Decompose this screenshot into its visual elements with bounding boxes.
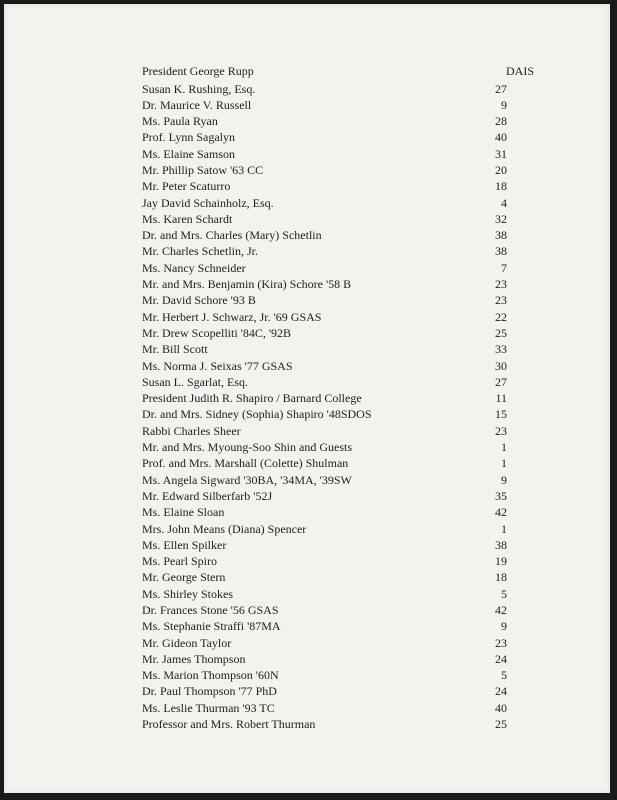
guest-name: Ms. Elaine Sloan [142, 505, 225, 520]
guest-name: Jay David Schainholz, Esq. [142, 195, 274, 210]
guest-name: Dr. Maurice V. Russell [142, 97, 252, 112]
guest-row [142, 227, 534, 243]
table-number: 42 [495, 505, 507, 520]
guest-row [142, 667, 534, 683]
table-number: 25 [495, 717, 507, 732]
guest-name: Mr. Bill Scott [142, 342, 208, 357]
guest-name: Mrs. John Means (Diana) Spencer [142, 521, 307, 536]
guest-row [142, 406, 534, 422]
guest-row [142, 472, 534, 488]
table-number: 32 [495, 211, 507, 226]
guest-row [142, 81, 534, 97]
guest-row [142, 423, 534, 439]
guest-name: Dr. Frances Stone '56 GSAS [142, 603, 279, 617]
guest-row [142, 683, 534, 699]
header-row [142, 64, 534, 80]
table-number: 33 [495, 342, 507, 357]
guest-row [142, 553, 534, 569]
guest-row [142, 537, 534, 553]
guest-name: Mr. Peter Scaturro [142, 179, 231, 194]
dais-label: DAIS [505, 64, 534, 78]
guest-row [142, 341, 534, 357]
guest-name: Rabbi Charles Sheer [142, 423, 241, 438]
table-number: 27 [495, 81, 507, 96]
guest-name: Ms. Stephanie Straffi '87MA [142, 619, 281, 634]
table-number: 9 [501, 472, 507, 487]
guest-row [142, 439, 534, 455]
guest-name: Ms. Norma J. Seixas '77 GSAS [142, 358, 293, 373]
table-number: 20 [495, 162, 507, 177]
guest-row [142, 162, 534, 178]
guest-row [142, 260, 534, 276]
table-number: 22 [495, 309, 507, 324]
guest-row [142, 374, 534, 390]
table-number: 5 [501, 586, 507, 601]
table-number: 24 [495, 651, 507, 666]
table-number: 40 [495, 130, 507, 145]
guest-name: Ms. Karen Schardt [142, 211, 233, 226]
table-number: 1 [501, 440, 507, 455]
table-number: 25 [495, 325, 507, 340]
guest-row [142, 716, 534, 732]
guest-name: Dr. and Mrs. Sidney (Sophia) Shapiro '48SDOS [142, 407, 372, 422]
table-number: 30 [495, 358, 507, 373]
guest-row [142, 309, 534, 325]
table-number: 38 [495, 244, 507, 259]
guest-name: Dr. and Mrs. Charles (Mary) Schetlin [142, 228, 322, 243]
guest-row [142, 276, 534, 292]
guest-name: Ms. Leslie Thurman '93 TC [142, 700, 275, 715]
guest-row [142, 504, 534, 520]
table-number: 1 [501, 521, 507, 536]
guest-row [142, 455, 534, 471]
guest-row [142, 602, 534, 618]
table-number: 35 [495, 488, 507, 503]
guest-row [142, 700, 534, 716]
table-number: 11 [495, 391, 507, 406]
table-number: 31 [495, 146, 507, 161]
table-number: 9 [501, 97, 507, 112]
guest-name: Ms. Marion Thompson '60N [142, 668, 279, 683]
guest-name: Mr. Gideon Taylor [142, 635, 232, 650]
guest-row [142, 178, 534, 194]
table-number: 42 [495, 603, 507, 617]
guest-row [142, 569, 534, 585]
guest-row [142, 390, 534, 406]
guest-name: Mr. Edward Silberfarb '52J [142, 488, 273, 503]
table-number: 23 [495, 423, 507, 438]
guest-name: Mr. and Mrs. Myoung-Soo Shin and Guests [142, 440, 353, 455]
guest-row [142, 488, 534, 504]
guest-name: Mr. Herbert J. Schwarz, Jr. '69 GSAS [142, 309, 322, 324]
guest-name: Mr. Charles Schetlin, Jr. [142, 244, 258, 259]
guest-name: Dr. Paul Thompson '77 PhD [142, 684, 277, 699]
guest-row [142, 635, 534, 651]
table-number: 18 [495, 570, 507, 585]
guest-name: Ms. Elaine Samson [142, 146, 235, 161]
table-number: 38 [495, 228, 507, 243]
guest-list [142, 81, 534, 733]
table-number: 23 [495, 635, 507, 650]
guest-row [142, 113, 534, 129]
guest-row [142, 358, 534, 374]
guest-name: Ms. Paula Ryan [142, 114, 218, 129]
guest-row [142, 292, 534, 308]
guest-row [142, 129, 534, 145]
table-number: 23 [495, 293, 507, 308]
guest-row [142, 243, 534, 259]
guest-name: Susan K. Rushing, Esq. [142, 81, 256, 96]
guest-row [142, 586, 534, 602]
table-number: 38 [495, 537, 507, 552]
table-number: 1 [501, 456, 507, 471]
guest-row [142, 146, 534, 162]
guest-name: Prof. Lynn Sagalyn [142, 130, 235, 145]
guest-row [142, 195, 534, 211]
guest-name: Ms. Shirley Stokes [142, 586, 234, 601]
guest-name: Professor and Mrs. Robert Thurman [142, 717, 316, 732]
table-number: 28 [495, 114, 507, 129]
guest-name: Ms. Nancy Schneider [142, 260, 246, 275]
guest-name: Mr. David Schore '93 B [142, 293, 256, 308]
guest-row [142, 211, 534, 227]
guest-row [142, 651, 534, 667]
table-number: 5 [501, 668, 507, 683]
guest-name: Mr. Phillip Satow '63 CC [142, 162, 264, 177]
guest-name: President Judith R. Shapiro / Barnard College [142, 391, 362, 406]
table-number: 40 [495, 700, 507, 715]
document-page [4, 4, 610, 793]
guest-name: Mr. Drew Scopelliti '84C, '92B [142, 325, 291, 340]
guest-name: Prof. and Mrs. Marshall (Colette) Shulman [142, 456, 349, 471]
table-number: 27 [495, 374, 507, 389]
table-number: 9 [501, 619, 507, 634]
guest-row [142, 618, 534, 634]
header-name: President George Rupp [142, 64, 254, 78]
guest-name: Ms. Angela Sigward '30BA, '34MA, '39SW [142, 472, 352, 487]
guest-name: Mr. and Mrs. Benjamin (Kira) Schore '58 B [142, 277, 352, 292]
guest-name: Ms. Pearl Spiro [142, 554, 217, 569]
guest-name: Mr. George Stern [142, 570, 226, 585]
table-number: 4 [501, 195, 507, 210]
guest-row [142, 325, 534, 341]
guest-name: Mr. James Thompson [142, 651, 246, 666]
table-number: 18 [495, 179, 507, 194]
guest-row [142, 97, 534, 113]
table-number: 15 [495, 407, 507, 422]
guest-row [142, 521, 534, 537]
guest-name: Susan L. Sgarlat, Esq. [142, 374, 248, 389]
table-number: 19 [495, 554, 507, 569]
table-number: 7 [501, 260, 507, 275]
guest-name: Ms. Ellen Spilker [142, 537, 227, 552]
table-number: 24 [495, 684, 507, 699]
table-number: 23 [495, 277, 507, 292]
